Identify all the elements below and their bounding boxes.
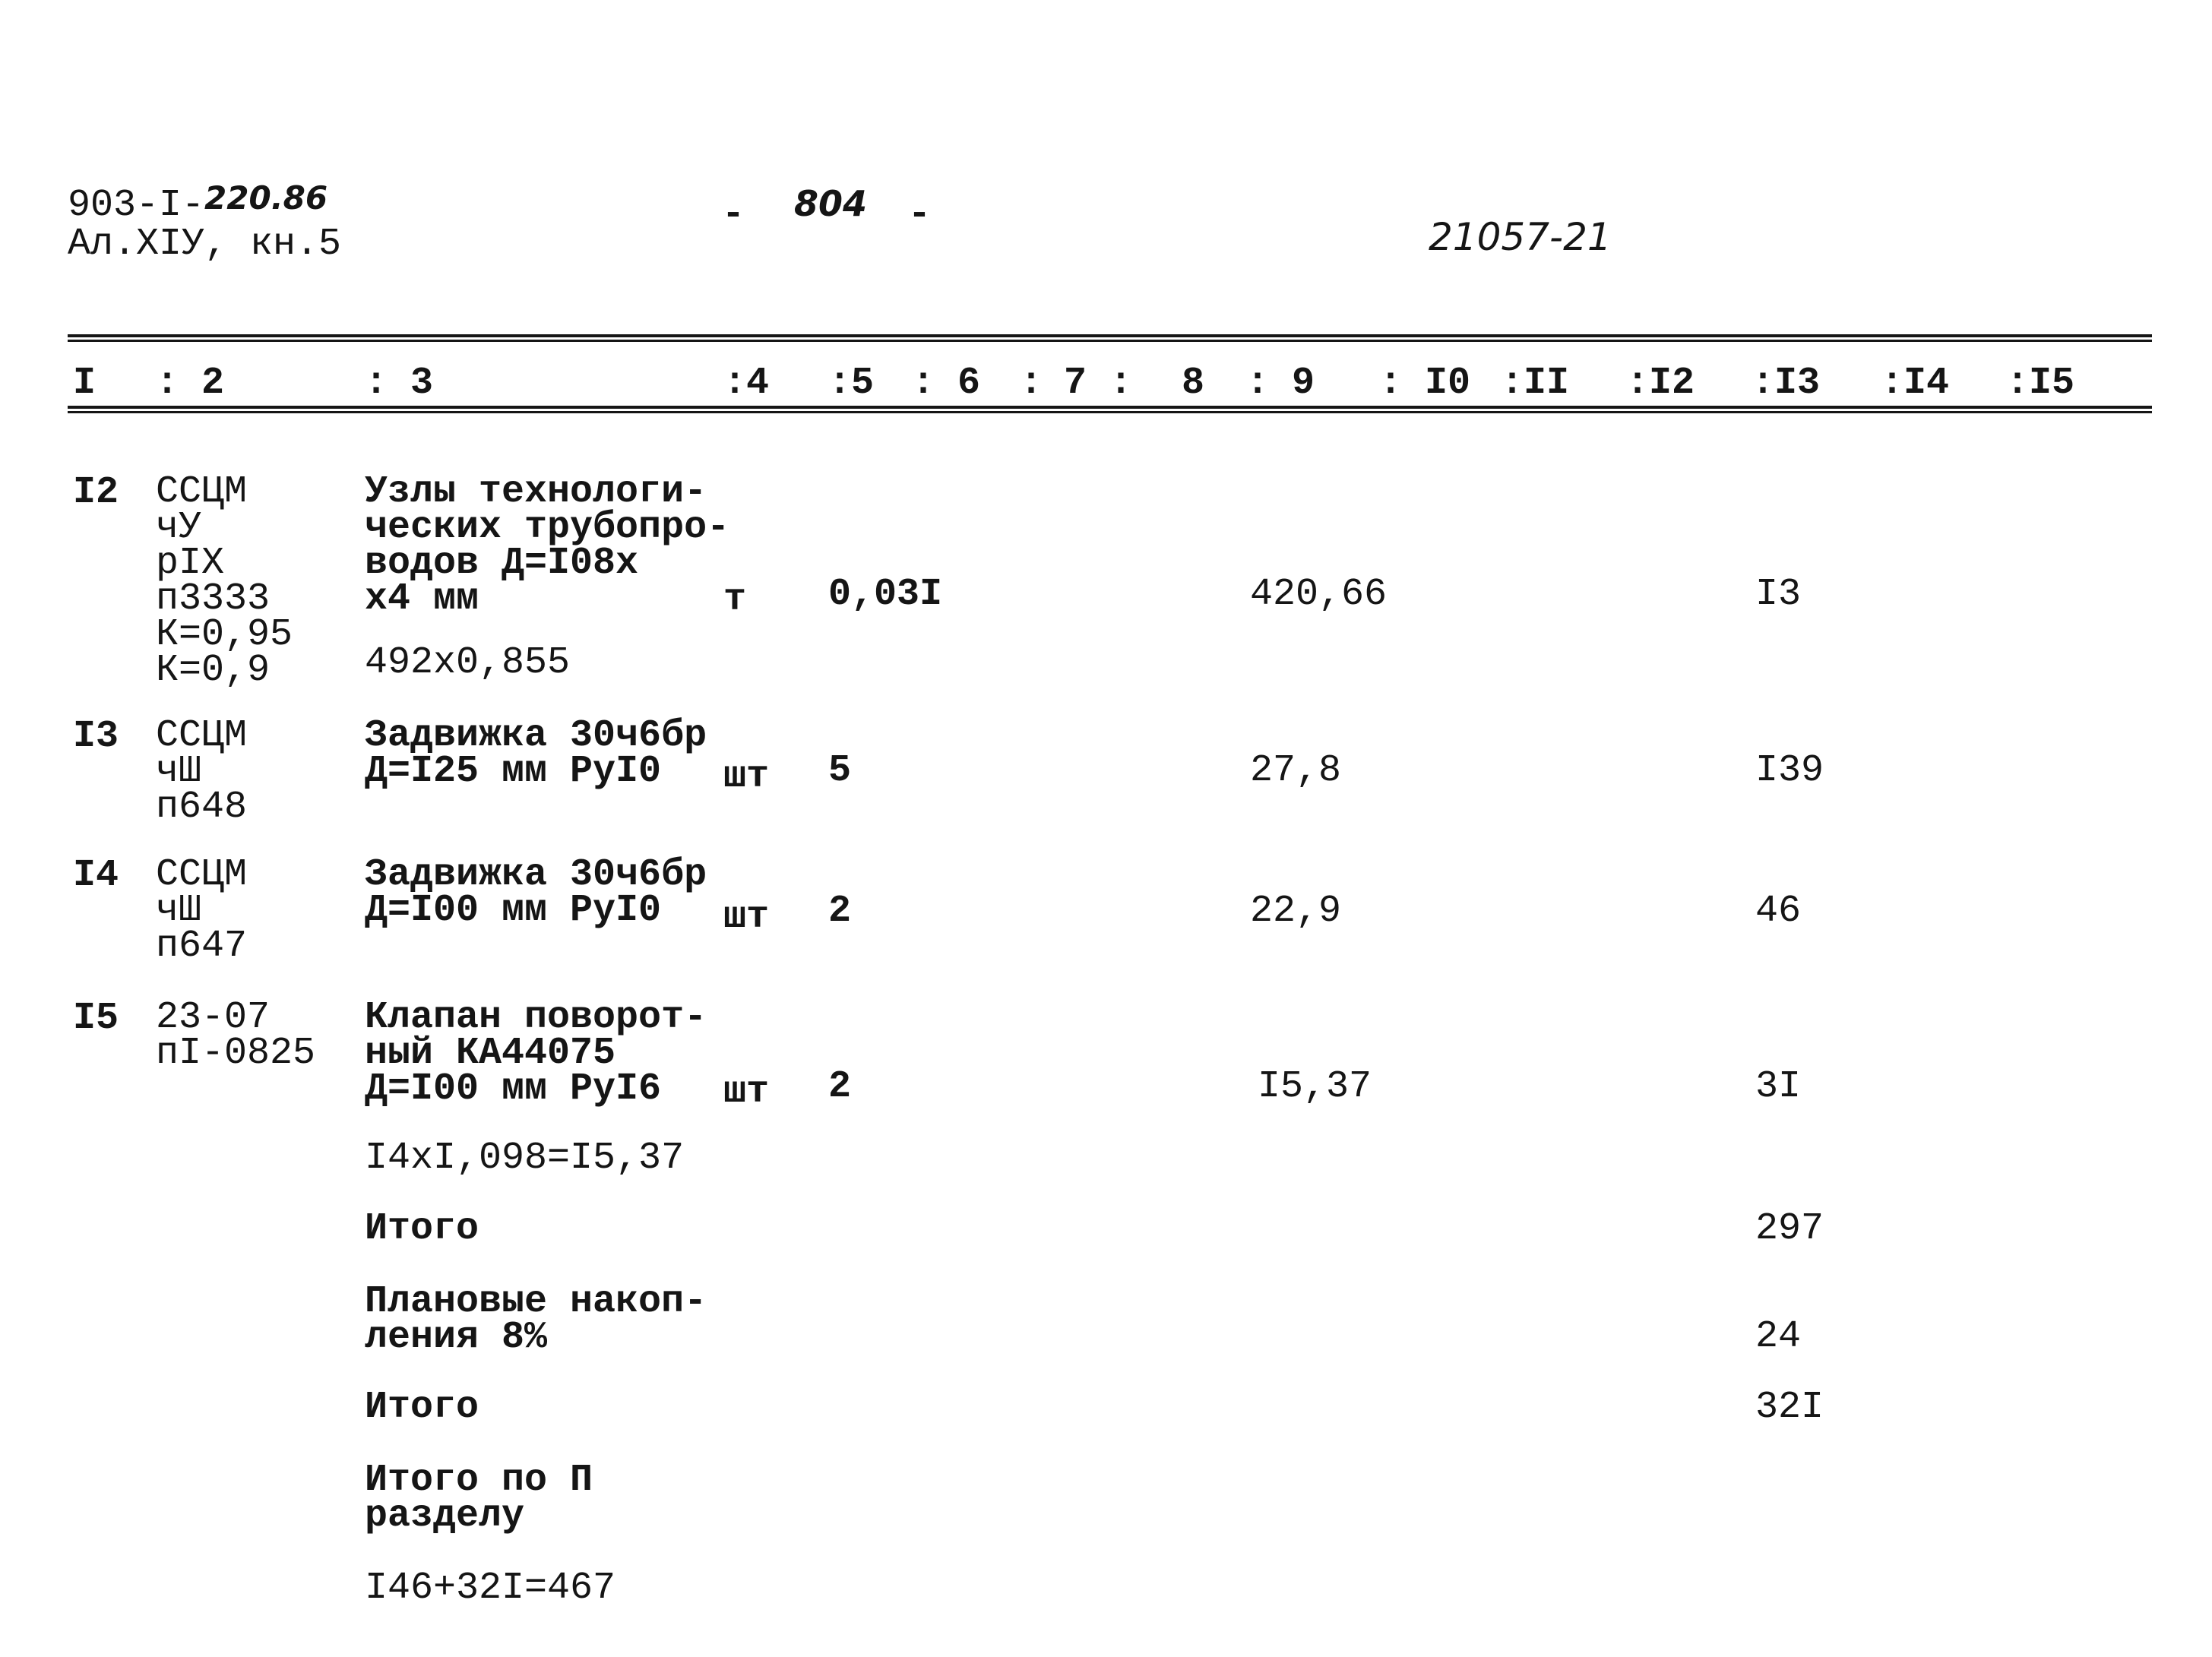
item-unit-price: I5,37	[1258, 1065, 1372, 1108]
column-header: :I4	[1881, 362, 1950, 405]
row-number: I3	[73, 715, 119, 758]
item-total: I39	[1755, 749, 1824, 792]
series-number	[68, 179, 328, 227]
column-header: : 2	[156, 362, 225, 405]
summary-label: I46+32I=467	[365, 1567, 616, 1610]
column-header: 8	[1182, 362, 1205, 405]
document-number: 21057-21	[1429, 215, 1612, 259]
header-top-rule-2	[68, 340, 2152, 342]
summary-value: 32I	[1755, 1386, 1824, 1429]
header-bottom-rule	[68, 406, 2152, 409]
price-code: ССЦМ чУ pIX п3333 К=0,95 К=0,9	[156, 470, 293, 692]
item-name: Узлы технологи- ческих трубопро- водов Д=I08х х4 мм	[365, 470, 730, 621]
column-header: :II	[1501, 362, 1570, 405]
item-unit: шт	[723, 755, 770, 798]
column-header: : 9	[1246, 362, 1315, 405]
item-quantity: 0,03I	[828, 573, 943, 616]
page-dash-left: -	[722, 193, 745, 236]
item-name: Задвижка 30ч6бр Д=I25 мм РуI0	[365, 714, 707, 793]
item-name: Задвижка 30ч6бр Д=I00 мм РуI0	[365, 853, 707, 932]
column-header: :	[1020, 362, 1043, 405]
summary-label: Итого	[365, 1386, 479, 1429]
price-code: 23-07 пI-0825	[156, 996, 316, 1075]
column-header: :I3	[1752, 362, 1821, 405]
column-header: : 6	[912, 362, 981, 405]
column-header: : I0	[1379, 362, 1471, 405]
price-code: ССЦМ чШ п647	[156, 853, 248, 968]
item-total: I3	[1755, 573, 1802, 616]
column-header: :I5	[2006, 362, 2075, 405]
column-header: :5	[828, 362, 875, 405]
series-handwritten: 220.86	[204, 179, 328, 217]
column-header: 7 :	[1064, 362, 1133, 405]
row-number: I2	[73, 471, 119, 514]
item-unit: т	[723, 578, 747, 621]
column-header: I	[73, 362, 97, 405]
series-prefix: 903-I-	[68, 184, 205, 227]
item-quantity: 5	[828, 749, 852, 792]
column-header: :I2	[1626, 362, 1695, 405]
item-calculation: 492х0,855	[365, 641, 571, 685]
item-quantity: 2	[828, 1065, 852, 1108]
summary-label: Плановые накоп- ления 8%	[365, 1280, 707, 1359]
item-total: 3I	[1755, 1065, 1802, 1108]
header-top-rule	[68, 334, 2152, 337]
item-unit: шт	[723, 896, 770, 939]
item-total: 46	[1755, 890, 1802, 933]
column-header: : 3	[365, 362, 434, 405]
price-code: ССЦМ чШ п648	[156, 714, 248, 829]
page-dash-right: -	[908, 193, 932, 236]
item-unit-price: 27,8	[1250, 749, 1342, 792]
page-number: 804	[794, 183, 868, 224]
item-name: Клапан поворот- ный КА44075 Д=I00 мм РуI6	[365, 996, 707, 1111]
item-unit-price: 22,9	[1250, 890, 1342, 933]
header-bottom-rule-2	[68, 411, 2152, 413]
item-unit: шт	[723, 1070, 770, 1114]
column-header: :4	[723, 362, 770, 405]
summary-label: Итого	[365, 1207, 479, 1251]
item-quantity: 2	[828, 890, 852, 933]
row-number: I5	[73, 997, 119, 1040]
album-reference: Ал.XIУ, кн.5	[68, 223, 342, 266]
summary-value: 24	[1755, 1315, 1802, 1358]
item-unit-price: 420,66	[1250, 573, 1388, 616]
row-number: I4	[73, 854, 119, 897]
summary-label: Итого по П разделу	[365, 1459, 593, 1538]
summary-value: 297	[1755, 1207, 1824, 1251]
item-calculation: I4хI,098=I5,37	[365, 1137, 685, 1180]
